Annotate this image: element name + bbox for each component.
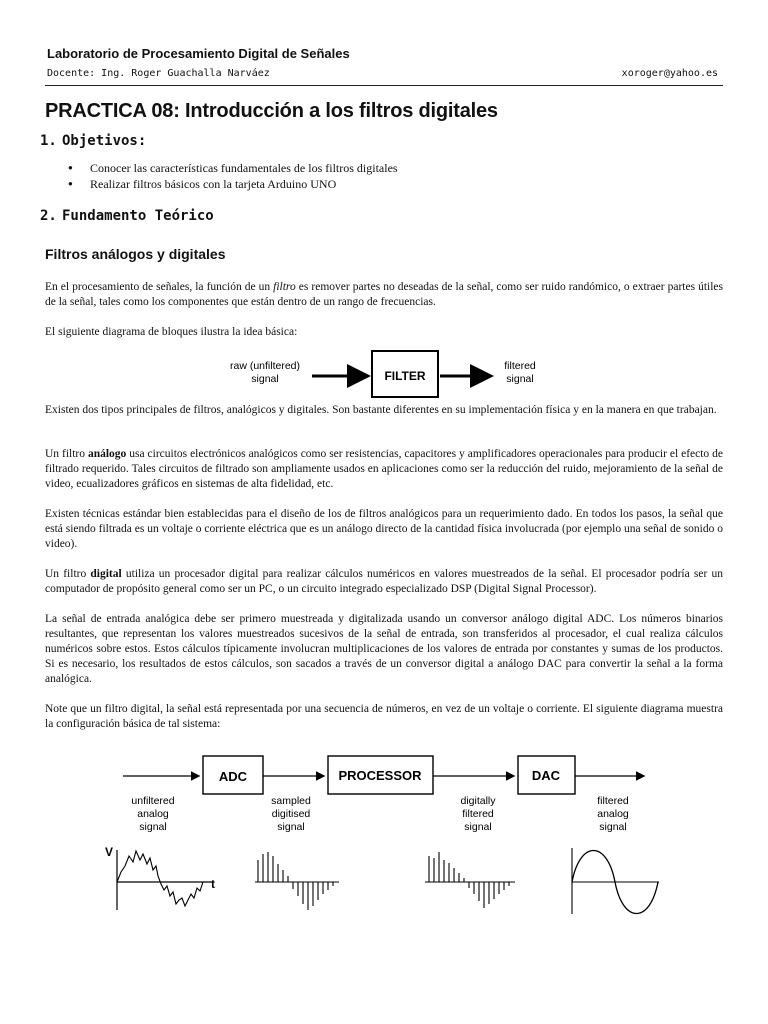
section-fundamento-heading [40, 208, 214, 224]
noisy-waveform [117, 851, 203, 906]
label-digitally: filtered [462, 808, 494, 820]
processor-block-label: PROCESSOR [338, 768, 422, 783]
sampled-signal-plot [255, 852, 339, 910]
paragraph-8: Note que un filtro digital, la señal está representada por una secuencia de números, en vez de un voltaje o corriente. El siguiente diagrama muestra la configuración básica de tal sistema: [45, 703, 723, 730]
objectives-list [68, 160, 398, 192]
emphasis-filtro: filtro [273, 281, 296, 293]
filter-block-diagram [220, 348, 550, 402]
label-unfiltered: analog [137, 808, 169, 820]
emphasis-digital: digital [90, 568, 122, 580]
sine-signal-plot [572, 848, 659, 914]
section-number: 2. [40, 208, 57, 224]
digital-filter-system-diagram [95, 748, 675, 918]
emphasis-analogo: análogo [87, 448, 127, 460]
diagram-output-label: filtered [504, 360, 536, 372]
paragraph-5: Existen técnicas estándar bien establecidas para el diseño de los de filtros analógicos para un requerimiento dado. En todos los pasos, la señal que está siendo filtrada es un voltaje o corriente eléctrica que es un análogo directo de la cantidad física involucrada (por ejemplo una señal de sonido o video). [45, 508, 723, 550]
axis-v-label: V [105, 845, 114, 859]
diagram-input-label: raw (unfiltered) [229, 360, 301, 372]
paragraph-4: Un filtro análogo usa circuitos electrónicos analógicos como ser resistencias, capacitores y amplificadores operacionales para producir el efecto de filtrado requerido. Tales circuitos de filtrado son ampliamente usados en aplicaciones como ser la reducción del ruido, mejoramiento de la señal de video, ecualizadores gráficos en sistemas de alta fidelidad, etc. [45, 448, 723, 490]
paragraph-7: La señal de entrada analógica debe ser primero muestreada y digitalizada usando un conversor análogo digital ADC. Los números binarios resultantes, que representan los valores muestreados sucesivos de la señal de entrada, son transferidos al procesador, el cual realiza cálculos numéricos sobre estos. Estos cálculos típicamente involucran multiplicaciones de los valores de entrada por constantes y sumas de los productos. Si es necesario, los resultados de estos cálculos, son sacados a través de un conversor digital a análogo DAC para convertir la señal a la forma analógica. [45, 613, 723, 685]
label-sampled: digitised [271, 808, 311, 820]
adc-block-label: ADC [218, 769, 248, 784]
filtered-samples-plot [425, 852, 515, 908]
diagram-output-label: signal [506, 373, 534, 385]
header-teacher: Docente: Ing. Roger Guachalla Narváez [47, 68, 270, 79]
label-filtered: filtered [597, 795, 629, 807]
paragraph-2: El siguiente diagrama de bloques ilustra la idea básica: [45, 326, 298, 338]
paragraph-3: Existen dos tipos principales de filtros, analógicos y digitales. Son bastante diferentes en su implementación física y en la manera en que trabajan. [45, 404, 717, 416]
section-title: Objetivos: [62, 133, 147, 149]
dac-block-label: DAC [531, 768, 561, 783]
header-title: Laboratorio de Procesamiento Digital de Señales [47, 46, 350, 61]
page-title: PRACTICA 08: Introducción a los filtros digitales [45, 100, 498, 122]
list-item: ● Realizar filtros básicos con la tarjeta Arduino UNO [68, 176, 398, 192]
header-divider [45, 85, 723, 86]
subheading-filtros: Filtros análogos y digitales [45, 246, 226, 262]
label-sampled: sampled [271, 795, 311, 807]
label-filtered: analog [597, 808, 629, 820]
label-unfiltered: unfiltered [131, 795, 175, 807]
noisy-signal-plot [105, 845, 215, 910]
diagram-input-label: signal [251, 373, 279, 385]
section-objetivos-heading [40, 133, 146, 149]
label-digitally: signal [464, 821, 492, 833]
label-unfiltered: signal [139, 821, 167, 833]
section-number: 1. [40, 133, 57, 149]
header-email: xoroger@yahoo.es [621, 68, 718, 79]
label-digitally: digitally [460, 795, 496, 807]
axis-t-label: t [211, 877, 215, 891]
label-sampled: signal [277, 821, 305, 833]
paragraph-1: En el procesamiento de señales, la función de un filtro es remover partes no deseadas de la señal, como ser ruido randómico, o extraer partes útiles de la señal, tales como los componentes que están dentro de un rango de frecuencias. [45, 281, 723, 308]
filter-block-label: FILTER [384, 369, 426, 383]
list-item: ● Conocer las características fundamentales de los filtros digitales [68, 160, 398, 176]
section-title: Fundamento Teórico [62, 208, 214, 224]
label-filtered: signal [599, 821, 627, 833]
paragraph-6: Un filtro digital utiliza un procesador digital para realizar cálculos numéricos en valores muestreados de la señal. El procesador podría ser un computador de propósito general como ser un PC, o un circuito integrado especializado DSP (Digital Signal Processor). [45, 568, 723, 595]
